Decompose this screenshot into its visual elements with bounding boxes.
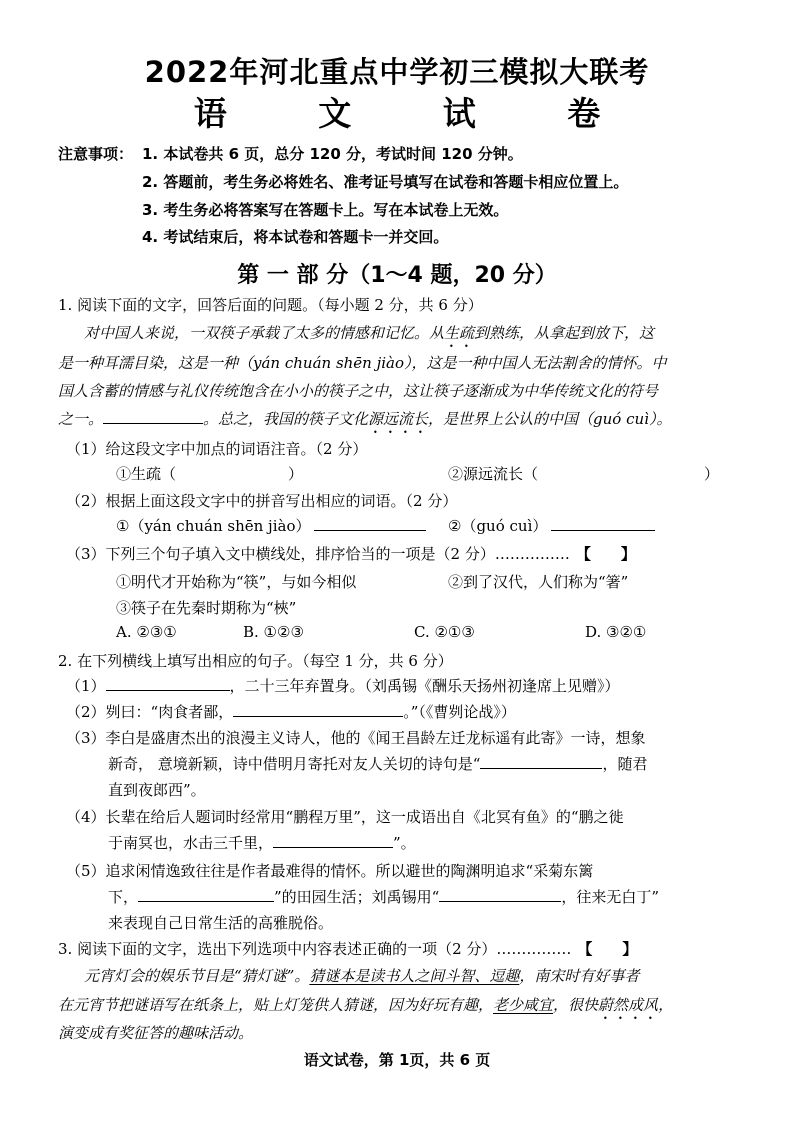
q2-item-3-line-3: 直到夜郎西”。 — [108, 781, 206, 799]
exam-subtitle: 语 文 试 卷 — [193, 94, 641, 133]
q1-option-c[interactable]: C. ②①③ — [414, 623, 475, 641]
q1-dotted-word-shengshu: 生疏 — [444, 324, 475, 342]
q1-sub2: （2）根据上面这段文字中的拼音写出相应的词语。（2 分） — [66, 492, 458, 510]
q2-item-5-line-2: 下， ”的田园生活；刘禹锡用“ ，往来无白丁” — [108, 888, 660, 906]
q1-sub3: （3）下列三个句子填入文中横线处，排序恰当的一项是（2 分）…………… 【 】 — [66, 545, 636, 563]
q2-item-1-blank[interactable] — [106, 676, 230, 691]
q1-option-d[interactable]: D. ③②① — [585, 623, 647, 641]
q3-dotted-weiran: 蔚然成风 — [598, 996, 659, 1014]
q1-answer-bracket[interactable]: 【 】 — [575, 545, 636, 563]
q1-sub2-a[interactable]: ①（yán chuán shēn jiào） — [116, 515, 426, 536]
q2-item-4-line-2: 于南冥也，水击三千里， ”。 — [108, 834, 416, 852]
q2-item-5-line-3: 来表现自己日常生活的高雅脱俗。 — [108, 914, 334, 932]
q3-underlined-phrase: 猜谜本是读书人之间斗智、逗趣 — [309, 967, 520, 985]
q1-passage-line-2: 是一种耳濡目染，这是一种（yán chuán shēn jiào），这是一种中国人无法割舍的情怀。中 — [58, 354, 667, 372]
exam-title: 2022年河北重点中学初三模拟大联考 — [144, 55, 650, 89]
notice-item-1: 1. 本试卷共 6 页，总分 120 分，考试时间 120 分钟。 — [142, 145, 523, 163]
q1-sentence-1: ①明代才开始称为“筷”，与如今相似 — [116, 573, 357, 591]
q2-item-2-blank[interactable] — [233, 702, 403, 717]
notice-label: 注意事项： — [58, 145, 134, 163]
q2-item-4-blank[interactable] — [273, 833, 393, 848]
q3-stem: 3. 阅读下面的文字，选出下列选项中内容表述正确的一项（2 分）…………… 【 】 — [58, 940, 638, 958]
q1-option-a[interactable]: A. ②③① — [116, 623, 177, 641]
q2-item-4-line-1: （4）长辈在给后人题词时经常用“鹏程万里”，这一成语出自《北冥有鱼》的“鹏之徙 — [66, 808, 624, 826]
q1-sub2-a-blank[interactable] — [314, 516, 426, 531]
q1-sub1-a[interactable]: ①生疏（ ） — [116, 465, 304, 483]
q2-item-5-blank-1[interactable] — [138, 887, 274, 902]
q3-passage-line-1: 元宵灯会的娱乐节目是“猜灯谜”。猜谜本是读书人之间斗智、逗趣，南宋时有好事者 — [84, 967, 640, 985]
q1-sub2-b[interactable]: ②（guó cuì） — [448, 515, 655, 536]
q2-stem: 2. 在下列横线上填写出相应的句子。（每空 1 分，共 6 分） — [58, 652, 453, 670]
q3-passage-line-3: 演变成有奖征答的趣味活动。 — [58, 1024, 254, 1042]
notice-item-2: 2. 答题前，考生务必将姓名、准考证号填写在试卷和答题卡相应位置上。 — [142, 173, 629, 191]
notice-item-4: 4. 考试结束后，将本试卷和答题卡一并交回。 — [142, 228, 449, 246]
q1-passage-line-3: 国人含蓄的情感与礼仪传统饱含在小小的筷子之中，这让筷子逐渐成为中华传统文化的符号 — [58, 382, 659, 400]
q2-item-3-line-2: 新奇， 意境新颖，诗中借明月寄托对友人关切的诗句是“ ，随君 — [108, 755, 648, 773]
q1-passage-line-1: 对中国人来说，一双筷子承载了太多的情感和记忆。从生疏到熟练，从拿起到放下，这 — [84, 324, 655, 342]
q1-sub1: （1）给这段文字中加点的词语注音。（2 分） — [66, 440, 368, 458]
q1-sub1-b[interactable]: ②源远流长（ ） — [448, 465, 720, 483]
q1-dotted-word-yuanyuan: 源远流长 — [368, 410, 429, 428]
q1-sentence-3: ③筷子在先秦时期称为“梜” — [116, 599, 297, 617]
q1-sentence-2: ②到了汉代，人们称为“箸” — [448, 573, 629, 591]
q2-item-5-blank-2[interactable] — [439, 887, 561, 902]
q3-passage-line-2: 在元宵节把谜语写在纸条上，贴上灯笼供人猜谜，因为好玩有趣，老少咸宜，很快蔚然成风， — [58, 996, 674, 1014]
q3-answer-bracket[interactable]: 【 】 — [577, 940, 638, 958]
q3-underlined-laoshao: 老少咸宜 — [493, 996, 554, 1014]
q2-item-3-blank[interactable] — [480, 754, 602, 769]
q2-item-5-line-1: （5）追求闲情逸致往往是作者最难得的情怀。所以避世的陶渊明追求“采菊东篱 — [66, 862, 594, 880]
page-footer: 语文试卷，第 1页，共 6 页 — [303, 1051, 491, 1069]
q1-sub2-b-blank[interactable] — [551, 516, 655, 531]
q1-passage-blank[interactable] — [103, 409, 203, 424]
notice-item-3: 3. 考生务必将答案写在答题卡上。写在本试卷上无效。 — [142, 201, 509, 219]
q1-stem: 1. 阅读下面的文字，回答后面的问题。（每小题 2 分，共 6 分） — [58, 296, 483, 314]
q2-item-2: （2）刿曰：“肉食者鄙， 。”（《曹刿论战》） — [66, 703, 516, 721]
q1-passage-line-4: 之一。 。总之，我国的筷子文化源远流长，是世界上公认的中国（guó cuì）。 — [58, 410, 672, 428]
q1-option-b[interactable]: B. ①②③ — [243, 623, 304, 641]
section-title: 第 一 部 分（1～4 题，20 分） — [237, 263, 557, 288]
q2-item-1: （1） ，二十三年弃置身。（刘禹锡《酬乐天扬州初逢席上见赠》） — [66, 677, 620, 695]
q2-item-3-line-1: （3）李白是盛唐杰出的浪漫主义诗人，他的《闻王昌龄左迁龙标遥有此寄》一诗，想象 — [66, 729, 646, 747]
